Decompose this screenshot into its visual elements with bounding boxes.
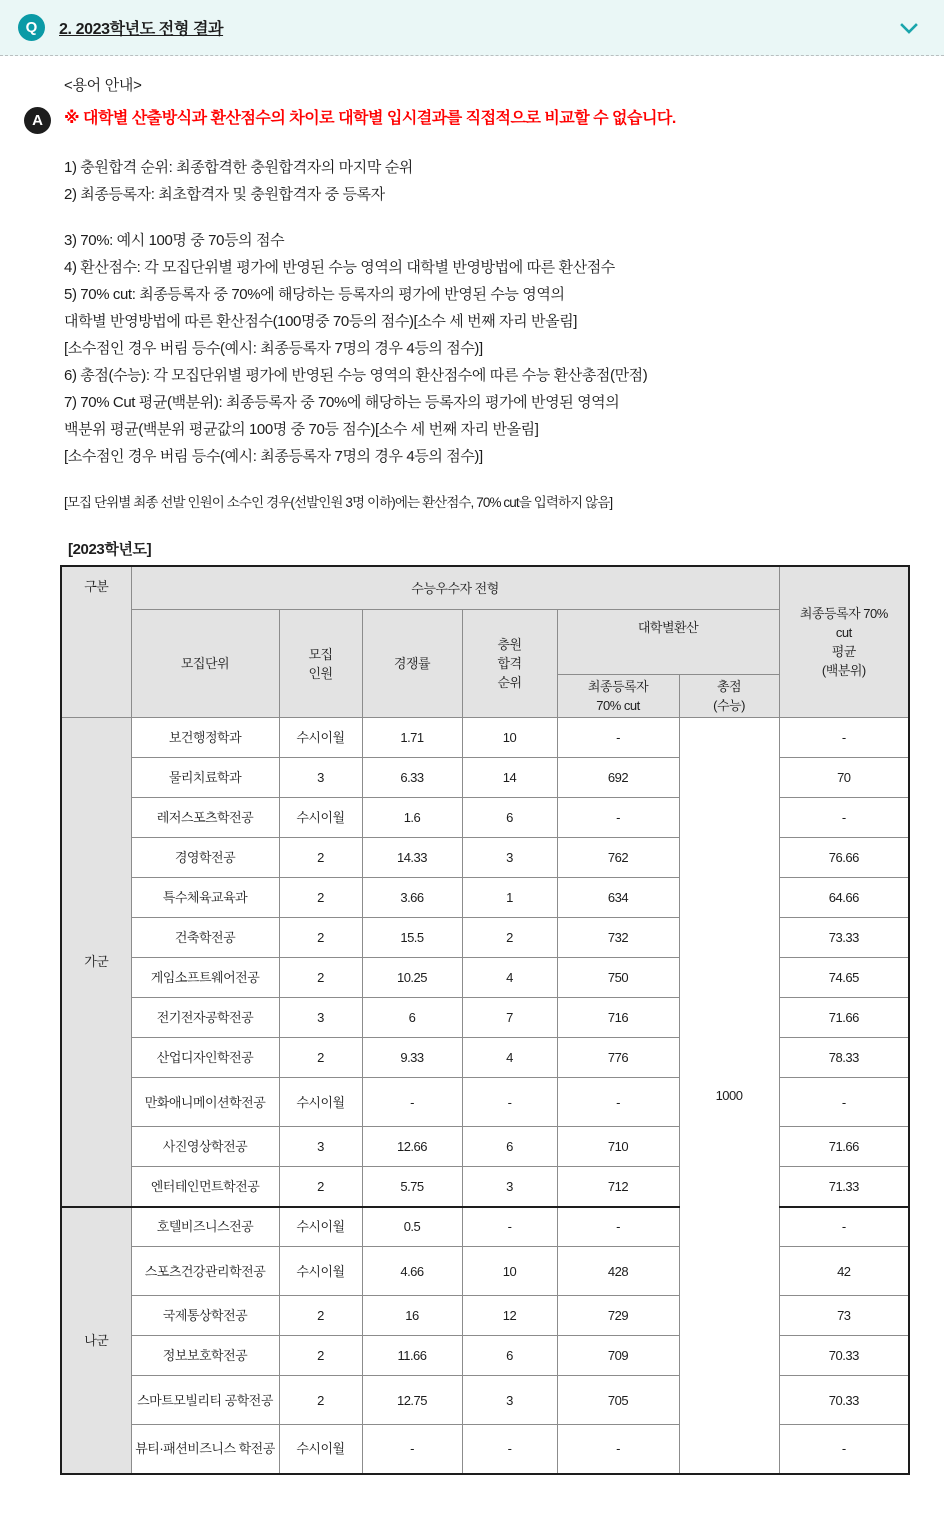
table-row bbox=[61, 718, 909, 758]
cell-final-pct-avg: - bbox=[779, 798, 909, 838]
table-row bbox=[61, 798, 909, 838]
cell-unit: 스포츠건강관리학전공 bbox=[131, 1247, 279, 1296]
table-row bbox=[61, 838, 909, 878]
cell-final-pct-avg: - bbox=[779, 718, 909, 758]
term-line: 6) 총점(수능): 각 모집단위별 평가에 반영된 수능 영역의 환산점수에 따른 수능 환산총점(만점) bbox=[64, 367, 648, 384]
faq-question-header[interactable] bbox=[0, 0, 944, 56]
cell-waitlist-rank: 7 bbox=[462, 998, 557, 1038]
cell-quota: 수시이월 bbox=[279, 1425, 362, 1474]
cell-final-enrollee-cut: - bbox=[557, 1078, 679, 1127]
cell-competition-ratio: - bbox=[362, 1078, 462, 1127]
header-total-score bbox=[679, 675, 779, 718]
cell-unit: 국제통상학전공 bbox=[131, 1296, 279, 1336]
cell-final-enrollee-cut: 776 bbox=[557, 1038, 679, 1078]
header-final-enrollee-cut-line2: 70% cut bbox=[596, 698, 640, 713]
header-waitlist-rank-line1: 충원 bbox=[497, 637, 522, 652]
cell-quota: 2 bbox=[279, 878, 362, 918]
cell-quota: 2 bbox=[279, 918, 362, 958]
cell-waitlist-rank: 3 bbox=[462, 1167, 557, 1207]
cell-waitlist-rank: - bbox=[462, 1078, 557, 1127]
header-quota-line1: 모집 bbox=[308, 646, 333, 662]
term-line: 백분위 평균(백분위 평균값의 100명 중 70등 점수)[소수 세 번째 자리 반올림] bbox=[64, 421, 539, 438]
cell-final-pct-avg: 70 bbox=[779, 758, 909, 798]
cell-waitlist-rank: 14 bbox=[462, 758, 557, 798]
header-final-enrollee-cut-line1: 최종등록자 bbox=[587, 679, 649, 694]
group-label: 나군 bbox=[61, 1207, 131, 1474]
header-final-enrollee-cut bbox=[557, 675, 679, 718]
results-table-section bbox=[0, 538, 944, 1475]
cell-quota: 수시이월 bbox=[279, 1247, 362, 1296]
header-unit: 모집단위 bbox=[131, 610, 279, 718]
cell-waitlist-rank: 4 bbox=[462, 1038, 557, 1078]
cell-quota: 수시이월 bbox=[279, 1078, 362, 1127]
cell-quota: 2 bbox=[279, 1296, 362, 1336]
cell-final-pct-avg: 64.66 bbox=[779, 878, 909, 918]
answer-badge-icon: A bbox=[24, 107, 51, 134]
header-quota bbox=[279, 610, 362, 718]
cell-final-pct-avg: - bbox=[779, 1078, 909, 1127]
term-line: 5) 70% cut: 최종등록자 중 70%에 해당하는 등록자의 평가에 반영된 수능 영역의 bbox=[64, 286, 565, 303]
header-final-pct-avg-line1: 최종등록자 70% bbox=[799, 606, 888, 621]
cell-final-pct-avg: 70.33 bbox=[779, 1336, 909, 1376]
table-caption: [2023학년도] bbox=[68, 541, 152, 558]
cell-competition-ratio: 1.6 bbox=[362, 798, 462, 838]
notice-row bbox=[24, 107, 920, 134]
cell-final-enrollee-cut: - bbox=[557, 1425, 679, 1474]
table-row bbox=[61, 1127, 909, 1167]
cell-unit: 보건행정학과 bbox=[131, 718, 279, 758]
cell-final-pct-avg: 42 bbox=[779, 1247, 909, 1296]
header-final-pct-avg-line4: (백분위) bbox=[821, 663, 866, 678]
cell-competition-ratio: 9.33 bbox=[362, 1038, 462, 1078]
cell-final-pct-avg: 78.33 bbox=[779, 1038, 909, 1078]
header-final-pct-avg-line3: 평균 bbox=[831, 644, 856, 659]
cell-final-enrollee-cut: - bbox=[557, 798, 679, 838]
cell-final-enrollee-cut: 428 bbox=[557, 1247, 679, 1296]
cell-quota: 3 bbox=[279, 758, 362, 798]
cell-quota: 2 bbox=[279, 1376, 362, 1425]
cell-unit: 건축학전공 bbox=[131, 918, 279, 958]
header-waitlist-rank-line2: 합격 bbox=[497, 656, 522, 671]
cell-competition-ratio: 4.66 bbox=[362, 1247, 462, 1296]
cell-unit: 레저스포츠학전공 bbox=[131, 798, 279, 838]
cell-final-enrollee-cut: - bbox=[557, 1207, 679, 1247]
table-row bbox=[61, 878, 909, 918]
table-row bbox=[61, 1038, 909, 1078]
cell-unit: 특수체육교육과 bbox=[131, 878, 279, 918]
cell-final-enrollee-cut: 710 bbox=[557, 1127, 679, 1167]
cell-unit: 사진영상학전공 bbox=[131, 1127, 279, 1167]
group-label: 가군 bbox=[61, 718, 131, 1207]
cell-unit: 산업디자인학전공 bbox=[131, 1038, 279, 1078]
cell-waitlist-rank: 6 bbox=[462, 1127, 557, 1167]
cell-unit: 전기전자공학전공 bbox=[131, 998, 279, 1038]
cell-competition-ratio: 12.66 bbox=[362, 1127, 462, 1167]
cell-competition-ratio: 1.71 bbox=[362, 718, 462, 758]
terms-guide-heading: <용어 안내> bbox=[64, 77, 142, 94]
cell-total-score: 1000 bbox=[679, 718, 779, 1474]
cell-competition-ratio: 6 bbox=[362, 998, 462, 1038]
table-header bbox=[61, 566, 909, 718]
terms-definition-list bbox=[64, 154, 920, 516]
cell-waitlist-rank: - bbox=[462, 1207, 557, 1247]
header-final-pct-avg bbox=[779, 566, 909, 718]
table-row bbox=[61, 998, 909, 1038]
cell-final-pct-avg: 74.65 bbox=[779, 958, 909, 998]
cell-waitlist-rank: 12 bbox=[462, 1296, 557, 1336]
cell-quota: 2 bbox=[279, 1038, 362, 1078]
cell-competition-ratio: 3.66 bbox=[362, 878, 462, 918]
cell-competition-ratio: 16 bbox=[362, 1296, 462, 1336]
cell-final-enrollee-cut: 732 bbox=[557, 918, 679, 958]
cell-waitlist-rank: 3 bbox=[462, 1376, 557, 1425]
cell-final-pct-avg: 73.33 bbox=[779, 918, 909, 958]
admission-results-table bbox=[60, 565, 910, 1475]
term-line: 3) 70%: 예시 100명 중 70등의 점수 bbox=[64, 232, 285, 249]
cell-final-enrollee-cut: 705 bbox=[557, 1376, 679, 1425]
cell-final-enrollee-cut: - bbox=[557, 718, 679, 758]
cell-competition-ratio: 15.5 bbox=[362, 918, 462, 958]
cell-unit: 정보보호학전공 bbox=[131, 1336, 279, 1376]
cell-unit: 호텔비즈니스전공 bbox=[131, 1207, 279, 1247]
cell-final-enrollee-cut: 709 bbox=[557, 1336, 679, 1376]
table-header-row-1 bbox=[61, 566, 909, 610]
cell-competition-ratio: 0.5 bbox=[362, 1207, 462, 1247]
cell-waitlist-rank: 4 bbox=[462, 958, 557, 998]
cell-unit: 경영학전공 bbox=[131, 838, 279, 878]
header-waitlist-rank bbox=[462, 610, 557, 718]
cell-competition-ratio: - bbox=[362, 1425, 462, 1474]
cell-waitlist-rank: 6 bbox=[462, 1336, 557, 1376]
cell-final-pct-avg: 76.66 bbox=[779, 838, 909, 878]
cell-quota: 수시이월 bbox=[279, 1207, 362, 1247]
term-line: 2) 최종등록자: 최초합격자 및 충원합격자 중 등록자 bbox=[64, 186, 385, 203]
term-line: [소수점인 경우 버림 등수(예시: 최종등록자 7명의 경우 4등의 점수)] bbox=[64, 340, 483, 357]
cell-quota: 3 bbox=[279, 1127, 362, 1167]
cell-quota: 2 bbox=[279, 1167, 362, 1207]
cell-waitlist-rank: - bbox=[462, 1425, 557, 1474]
cell-waitlist-rank: 10 bbox=[462, 1247, 557, 1296]
question-badge-icon: Q bbox=[18, 14, 45, 41]
cell-final-enrollee-cut: 634 bbox=[557, 878, 679, 918]
cell-competition-ratio: 11.66 bbox=[362, 1336, 462, 1376]
header-gubun: 구분 bbox=[61, 566, 131, 718]
table-row bbox=[61, 1296, 909, 1336]
cell-unit: 게임소프트웨어전공 bbox=[131, 958, 279, 998]
table-row bbox=[61, 918, 909, 958]
cell-final-pct-avg: - bbox=[779, 1207, 909, 1247]
table-row bbox=[61, 1207, 909, 1247]
cell-final-pct-avg: 71.66 bbox=[779, 1127, 909, 1167]
term-line: 4) 환산점수: 각 모집단위별 평가에 반영된 수능 영역의 대학별 반영방법에 따른 환산점수 bbox=[64, 259, 615, 276]
cell-final-pct-avg: 73 bbox=[779, 1296, 909, 1336]
term-line: [소수점인 경우 버림 등수(예시: 최종등록자 7명의 경우 4등의 점수)] bbox=[64, 448, 483, 465]
cell-quota: 2 bbox=[279, 1336, 362, 1376]
header-quota-line2: 인원 bbox=[308, 665, 333, 681]
header-total-score-line2: (수능) bbox=[713, 698, 745, 713]
faq-answer-body bbox=[0, 56, 944, 516]
term-line: [모집 단위별 최종 선발 인원이 소수인 경우(선발인원 3명 이하)에는 환산점수, 70% cut을 입력하지 않음] bbox=[64, 495, 613, 510]
cell-unit: 만화애니메이션학전공 bbox=[131, 1078, 279, 1127]
header-competition-ratio: 경쟁률 bbox=[362, 610, 462, 718]
cell-unit: 물리치료학과 bbox=[131, 758, 279, 798]
table-row bbox=[61, 1078, 909, 1127]
cell-final-enrollee-cut: 750 bbox=[557, 958, 679, 998]
cell-final-enrollee-cut: 712 bbox=[557, 1167, 679, 1207]
header-total-score-line1: 총점 bbox=[716, 679, 742, 694]
table-row bbox=[61, 1167, 909, 1207]
cell-final-pct-avg: 71.33 bbox=[779, 1167, 909, 1207]
cell-quota: 수시이월 bbox=[279, 798, 362, 838]
cell-final-pct-avg: - bbox=[779, 1425, 909, 1474]
table-row bbox=[61, 758, 909, 798]
table-row bbox=[61, 958, 909, 998]
cell-competition-ratio: 6.33 bbox=[362, 758, 462, 798]
table-row bbox=[61, 1376, 909, 1425]
chevron-down-icon[interactable] bbox=[896, 15, 922, 41]
table-row bbox=[61, 1247, 909, 1296]
cell-competition-ratio: 5.75 bbox=[362, 1167, 462, 1207]
header-admission-type: 수능우수자 전형 bbox=[131, 566, 779, 610]
cell-waitlist-rank: 6 bbox=[462, 798, 557, 838]
table-body bbox=[61, 718, 909, 1474]
table-row bbox=[61, 1425, 909, 1474]
table-row bbox=[61, 1336, 909, 1376]
cell-quota: 2 bbox=[279, 958, 362, 998]
cell-final-enrollee-cut: 729 bbox=[557, 1296, 679, 1336]
term-line: 7) 70% Cut 평균(백분위): 최종등록자 중 70%에 해당하는 등록자의 평가에 반영된 영역의 bbox=[64, 394, 620, 411]
cell-final-enrollee-cut: 692 bbox=[557, 758, 679, 798]
cell-waitlist-rank: 2 bbox=[462, 918, 557, 958]
faq-title[interactable]: 2. 2023학년도 전형 결과 bbox=[59, 21, 224, 38]
term-line: 1) 충원합격 순위: 최종합격한 충원합격자의 마지막 순위 bbox=[64, 159, 413, 176]
cell-competition-ratio: 12.75 bbox=[362, 1376, 462, 1425]
comparison-notice: ※ 대학별 산출방식과 환산점수의 차이로 대학별 입시결과를 직접적으로 비교할 수 없습니다. bbox=[64, 110, 676, 127]
cell-final-pct-avg: 70.33 bbox=[779, 1376, 909, 1425]
term-line: 대학별 반영방법에 따른 환산점수(100명중 70등의 점수)[소수 세 번째 자리 반올림] bbox=[64, 313, 578, 330]
header-waitlist-rank-line3: 순위 bbox=[497, 675, 522, 690]
cell-final-enrollee-cut: 716 bbox=[557, 998, 679, 1038]
cell-waitlist-rank: 3 bbox=[462, 838, 557, 878]
header-final-pct-avg-line2: cut bbox=[835, 625, 852, 640]
cell-quota: 3 bbox=[279, 998, 362, 1038]
cell-competition-ratio: 10.25 bbox=[362, 958, 462, 998]
cell-competition-ratio: 14.33 bbox=[362, 838, 462, 878]
cell-waitlist-rank: 1 bbox=[462, 878, 557, 918]
cell-unit: 뷰티·패션비즈니스 학전공 bbox=[131, 1425, 279, 1474]
cell-final-enrollee-cut: 762 bbox=[557, 838, 679, 878]
header-conversion-group: 대학별환산 bbox=[557, 610, 779, 675]
cell-quota: 수시이월 bbox=[279, 718, 362, 758]
cell-quota: 2 bbox=[279, 838, 362, 878]
cell-unit: 스마트모빌리티 공학전공 bbox=[131, 1376, 279, 1425]
cell-final-pct-avg: 71.66 bbox=[779, 998, 909, 1038]
cell-unit: 엔터테인먼트학전공 bbox=[131, 1167, 279, 1207]
cell-waitlist-rank: 10 bbox=[462, 718, 557, 758]
